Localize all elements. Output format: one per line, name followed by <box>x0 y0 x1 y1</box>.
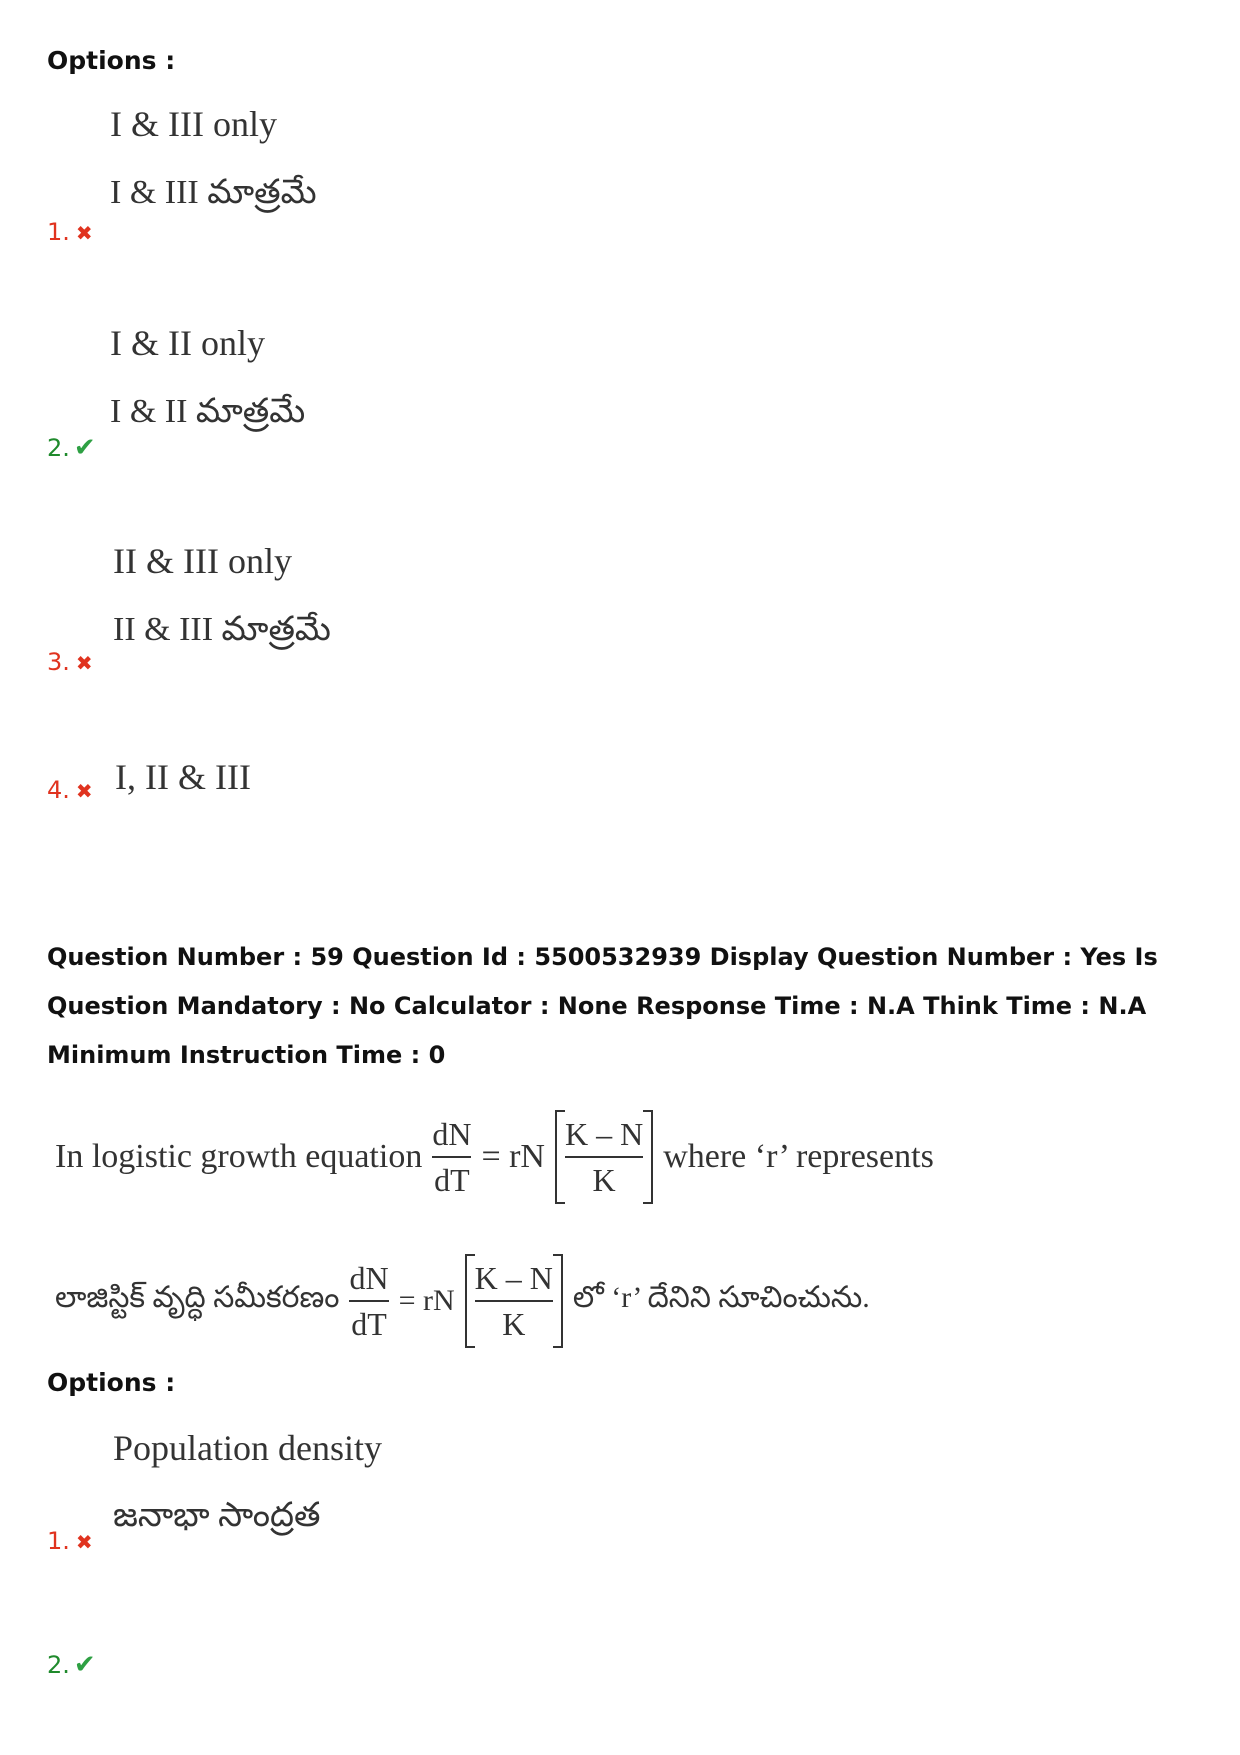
fraction-dn-dt <box>349 1262 388 1340</box>
fraction-numerator: dN <box>432 1116 472 1152</box>
bracket-expression <box>465 1262 563 1340</box>
question-english-prefix: In logistic growth equation <box>55 1138 423 1175</box>
fraction-denominator: dT <box>434 1162 470 1198</box>
option-number: 2. <box>47 434 70 462</box>
fraction-numerator: dN <box>349 1260 389 1296</box>
cross-icon: ✖ <box>75 1530 93 1554</box>
cross-icon: ✖ <box>75 221 93 245</box>
option-number: 1. <box>47 1527 70 1555</box>
question-telugu <box>55 1262 870 1340</box>
check-icon: ✔ <box>73 1650 96 1680</box>
fraction-denominator: dT <box>351 1306 387 1342</box>
question-english-suffix: where ‘r’ represents <box>663 1138 934 1175</box>
option-4-english: I, II & III <box>115 757 251 797</box>
fraction-numerator: K – N <box>565 1116 644 1152</box>
option-2-telugu: I & II మాత్రమే <box>110 393 306 430</box>
fraction-denominator: K <box>592 1162 616 1198</box>
fraction-bar <box>475 1300 553 1302</box>
equals-rn: = rN <box>481 1138 545 1175</box>
question-english <box>55 1118 934 1196</box>
fraction-k-minus-n <box>565 1118 643 1196</box>
option-1-english: I & III only <box>110 104 277 144</box>
question-meta: Question Number : 59 Question Id : 5500532939 Display Question Number : Yes Is Question Mandatory : No Calculator : None Response Time : N.A Think Time : N.A Minimum Instruction Time : 0 <box>47 943 1158 1069</box>
option-number: 3. <box>47 648 70 676</box>
option-3-telugu: II & III మాత్రమే <box>113 611 331 648</box>
option-1-telugu: I & III మాత్రమే <box>110 174 317 211</box>
options-heading: Options : <box>47 46 176 75</box>
options-heading: Options : <box>47 1368 176 1397</box>
question-telugu-suffix: లో ‘r’ దేనిని సూచించును. <box>572 1280 870 1314</box>
option-number: 2. <box>47 1651 70 1679</box>
question-telugu-prefix: లాజిస్టిక్ వృద్ధి సమీకరణం <box>55 1280 340 1314</box>
fraction-numerator: K – N <box>474 1260 553 1296</box>
cross-icon: ✖ <box>75 779 93 803</box>
option-number: 4. <box>47 776 70 804</box>
fraction-bar <box>432 1156 471 1158</box>
option-2-english: I & II only <box>110 323 265 363</box>
equals-rn: = rN <box>398 1284 455 1317</box>
fraction-bar <box>349 1300 388 1302</box>
option-number: 1. <box>47 218 70 246</box>
option-1-telugu: జనాభా సాంద్రత <box>113 1497 321 1534</box>
bracket-expression <box>555 1118 653 1196</box>
option-4-marker[interactable] <box>47 776 93 804</box>
fraction-denominator: K <box>502 1306 526 1342</box>
cross-icon: ✖ <box>75 651 93 675</box>
fraction-dn-dt <box>432 1118 471 1196</box>
check-icon: ✔ <box>73 433 96 463</box>
option-1-marker[interactable] <box>47 218 93 246</box>
option-2-marker[interactable] <box>47 433 96 463</box>
option-3-english: II & III only <box>113 541 292 581</box>
option-2-marker[interactable] <box>47 1650 96 1680</box>
fraction-bar <box>565 1156 643 1158</box>
fraction-k-minus-n <box>475 1262 553 1340</box>
option-3-marker[interactable] <box>47 648 93 676</box>
option-1-marker[interactable] <box>47 1527 93 1555</box>
option-1-english: Population density <box>113 1428 382 1468</box>
